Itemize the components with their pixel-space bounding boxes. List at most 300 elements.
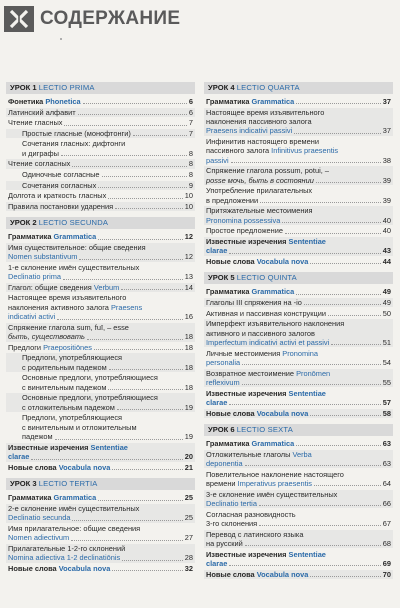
lesson-latin-title: LECTIO SEXTA — [236, 425, 293, 434]
page-number: 51 — [382, 338, 391, 347]
latin-term: Declinatio tertia — [206, 499, 257, 508]
toc-entry-text: Новые слова Vocabula nova — [8, 462, 111, 472]
toc-entry-line — [204, 450, 393, 459]
page-number: 57 — [382, 398, 391, 407]
toc-entry-line — [6, 293, 195, 302]
page-number: 37 — [382, 126, 391, 136]
toc-entry-text: Простые гласные (монофтонги) — [22, 128, 131, 138]
page-number: 55 — [382, 378, 391, 387]
toc-entry[interactable] — [6, 463, 195, 472]
lesson-number: УРОК 6 — [208, 425, 237, 434]
lesson-number: УРОК 5 — [208, 273, 237, 283]
page-number: 27 — [184, 533, 193, 543]
toc-entry-text: Известные изречения Sententiae — [206, 237, 326, 246]
page-number: 39 — [382, 175, 391, 185]
toc-entry-line — [204, 226, 393, 235]
latin-term: deponentia — [206, 459, 243, 468]
toc-entry-text: Настоящее время изъявительного — [8, 293, 127, 303]
page-number: 67 — [382, 519, 391, 528]
toc-entry[interactable] — [6, 170, 195, 179]
toc-entry-text: Грамматика Grammatica — [206, 439, 295, 448]
page-number: 58 — [382, 408, 391, 418]
leader-dots — [229, 253, 380, 254]
toc-entry-line — [204, 439, 393, 448]
toc-entry[interactable] — [204, 570, 393, 579]
toc-entry[interactable] — [204, 257, 393, 266]
toc-entry[interactable] — [204, 137, 393, 165]
toc-entry-text — [206, 378, 240, 387]
toc-entry[interactable] — [204, 319, 393, 347]
toc-entry-text: Употребление прилагательных — [206, 186, 313, 196]
page-number: 7 — [188, 118, 193, 128]
toc-entry-text: активного и пассивного залогов — [206, 328, 315, 338]
toc-entry[interactable] — [6, 504, 195, 523]
leader-dots — [229, 565, 380, 566]
toc-entry-line — [6, 97, 195, 106]
toc-entry-line — [204, 309, 393, 318]
toc-entry-line — [6, 139, 195, 148]
latin-term: Vocabula nova — [256, 257, 309, 266]
toc-entry-line — [204, 369, 393, 378]
toc-entry-line — [204, 409, 393, 418]
toc-entry-text: Латинский алфавит — [8, 107, 76, 117]
leader-dots — [259, 525, 381, 526]
toc-entry[interactable] — [204, 409, 393, 418]
leader-dots — [245, 465, 381, 466]
toc-entry-line — [6, 149, 195, 158]
leader-dots — [61, 155, 187, 156]
toc-entry[interactable] — [204, 237, 393, 256]
toc-entry-text: на русский — [206, 539, 243, 548]
toc-entry-line — [6, 504, 195, 513]
toc-entry-text: с винительным падежом — [22, 382, 107, 392]
toc-entry[interactable] — [204, 389, 393, 408]
toc-entry-text — [206, 559, 227, 568]
lesson-heading — [6, 478, 195, 490]
toc-entry[interactable] — [204, 186, 393, 205]
logo-x-icon — [4, 6, 34, 32]
toc-entry-line — [6, 493, 195, 502]
toc-entry-line — [6, 312, 195, 321]
toc-entry-text: Новые слова Vocabula nova — [206, 257, 309, 266]
toc-entry-line — [6, 108, 195, 117]
lesson-l5 — [204, 272, 393, 418]
leader-dots — [57, 319, 183, 320]
leader-dots — [122, 560, 183, 561]
toc-entry-line — [204, 126, 393, 135]
toc-entry[interactable] — [6, 373, 195, 392]
toc-entry[interactable] — [204, 206, 393, 225]
page-number: 8 — [188, 148, 193, 158]
toc-entry[interactable] — [6, 283, 195, 292]
page-number: 25 — [184, 493, 193, 503]
page-number: 16 — [184, 312, 193, 322]
toc-entry-line — [6, 363, 195, 372]
toc-entry-text: пассивного залога Infinitivus praesentis — [206, 146, 339, 156]
toc-entry-text: Личные местоимения Pronomina — [206, 348, 319, 358]
page-number: 66 — [382, 499, 391, 508]
lesson-l1 — [6, 82, 195, 211]
toc-entry-text: Глагол: общие сведения Verbum — [8, 282, 120, 292]
toc-entry[interactable] — [6, 493, 195, 502]
leader-dots — [112, 469, 182, 470]
lesson-heading — [204, 82, 393, 94]
toc-entry-text: времени Imperativus praesentis — [206, 479, 312, 488]
toc-entry-text — [8, 272, 61, 281]
leader-dots — [72, 520, 182, 521]
toc-entry[interactable] — [6, 202, 195, 211]
toc-entry-line — [204, 186, 393, 195]
toc-entry-line — [204, 479, 393, 488]
toc-entry-text — [206, 459, 243, 468]
leader-dots — [98, 187, 187, 188]
toc-entry-text: Притяжательные местоимения — [206, 206, 313, 216]
toc-entry-line — [6, 129, 195, 138]
latin-term: Phonetica — [45, 97, 81, 106]
toc-entry-text: Предлоги Praepositiōnes — [8, 342, 92, 352]
toc-entry-line — [204, 550, 393, 559]
toc-entry[interactable] — [204, 490, 393, 509]
latin-term: Pronōmen — [296, 368, 331, 378]
latin-term: Nomen substantivum — [8, 252, 78, 262]
latin-term: Sententiae — [90, 442, 128, 452]
toc-entry-text: наклонения пассивного залога — [206, 117, 312, 126]
latin-term: Sententiae — [288, 388, 326, 398]
toc-entry-text: Новые слова Vocabula nova — [206, 569, 309, 579]
toc-entry-line — [204, 156, 393, 165]
toc-entry[interactable] — [6, 97, 195, 106]
toc-entry[interactable] — [204, 510, 393, 529]
leader-dots — [331, 344, 381, 345]
toc-entry-line — [6, 181, 195, 190]
leader-dots — [314, 485, 381, 486]
leader-dots — [328, 315, 381, 316]
toc-entry-line — [6, 263, 195, 272]
toc-entry-line — [204, 338, 393, 347]
toc-entry[interactable] — [6, 159, 195, 168]
toc-entry[interactable] — [204, 369, 393, 388]
toc-entry-text: Глаголы III спряжения на -io — [206, 298, 302, 307]
lesson-number: УРОК 2 — [10, 218, 39, 228]
toc-column-right — [204, 82, 393, 585]
toc-entry[interactable] — [204, 97, 393, 106]
toc-entry-line — [6, 513, 195, 522]
toc-entry-line — [204, 378, 393, 387]
toc-entry-line — [6, 202, 195, 211]
toc-entry-text: Долгота и краткость гласных — [8, 191, 107, 201]
toc-entry-line — [6, 463, 195, 472]
page-number: 28 — [184, 553, 193, 563]
leader-dots — [102, 176, 187, 177]
latin-term: Verbum — [93, 282, 120, 292]
toc-entry[interactable] — [6, 353, 195, 372]
toc-entry-line — [204, 196, 393, 205]
toc-entry[interactable] — [204, 166, 393, 185]
toc-entry[interactable] — [204, 226, 393, 235]
latin-term: Infinitivus praesentis — [271, 146, 339, 156]
toc-entry[interactable] — [6, 323, 195, 342]
latin-term: Pronomina — [282, 348, 319, 358]
leader-dots — [94, 349, 183, 350]
leader-dots — [121, 289, 182, 290]
toc-entry[interactable] — [6, 118, 195, 127]
toc-entry[interactable] — [204, 108, 393, 136]
page-number: 6 — [188, 107, 193, 117]
leader-dots — [115, 208, 183, 209]
toc-entry[interactable] — [6, 191, 195, 200]
toc-entry-line — [204, 216, 393, 225]
toc-entry-line — [6, 170, 195, 179]
lesson-number: УРОК 3 — [10, 479, 39, 489]
toc-entry-text: и диграфы — [22, 148, 59, 158]
toc-entry-line — [6, 432, 195, 441]
page-number: 12 — [184, 252, 193, 262]
latin-term: Vocabula nova — [58, 563, 111, 573]
leader-dots — [296, 103, 381, 104]
toc-entry-text: Предлоги, употребляющиеся — [22, 413, 123, 423]
leader-dots — [87, 339, 183, 340]
toc-entry-text — [8, 332, 85, 341]
latin-term: Praesens indicativi passivi — [206, 126, 293, 136]
latin-term: clarae — [206, 246, 228, 256]
page-number: 63 — [382, 459, 391, 468]
leader-dots — [117, 409, 183, 410]
toc-entry[interactable] — [204, 450, 393, 469]
toc-entry-line — [6, 423, 195, 432]
leader-dots — [98, 239, 183, 240]
toc-entry-text: наклонения активного залога Praesens — [8, 302, 143, 312]
toc-entry-text: Фонетика Phonetica — [8, 97, 81, 106]
toc-entry[interactable] — [204, 298, 393, 307]
latin-term: reflexivum — [206, 378, 240, 387]
toc-entry[interactable] — [204, 530, 393, 549]
toc-entry-text: Новые слова Vocabula nova — [206, 408, 309, 418]
page-number: 13 — [184, 272, 193, 282]
page-number: 40 — [382, 215, 391, 225]
toc-entry-text: Сочетания гласных: дифтонги — [22, 139, 126, 149]
toc-entry-line — [204, 349, 393, 358]
toc-entry-text: Перевод с латинского языка — [206, 529, 304, 539]
header — [4, 4, 396, 34]
page-number: 8 — [188, 169, 193, 179]
latin-term: passivi — [206, 155, 229, 165]
toc-entry-text: Основные предлоги, употребляющиеся — [22, 373, 158, 383]
leader-dots — [260, 202, 381, 203]
toc-entry[interactable] — [6, 232, 195, 241]
leader-dots — [259, 505, 381, 506]
leader-dots — [310, 415, 380, 416]
toc-entry-text: Правила постановки ударения — [8, 201, 114, 211]
toc-entry[interactable] — [204, 550, 393, 569]
lesson-heading — [6, 217, 195, 229]
toc-entry-line — [6, 191, 195, 200]
latin-term: indicativi activi — [8, 312, 56, 322]
toc-entry-line — [204, 459, 393, 468]
latin-term: Grammatica — [251, 439, 295, 448]
page-number: 70 — [382, 569, 391, 579]
latin-term: Grammatica — [251, 97, 295, 106]
toc-entry-line — [6, 452, 195, 461]
leader-dots — [31, 459, 182, 460]
lesson-l2 — [6, 217, 195, 472]
toc-entry[interactable] — [6, 108, 195, 117]
leader-dots — [242, 384, 381, 385]
toc-entry-line — [6, 243, 195, 252]
toc-entry[interactable] — [204, 439, 393, 448]
toc-entry-line — [204, 559, 393, 568]
leader-dots — [79, 259, 182, 260]
page-number: 6 — [188, 97, 193, 106]
toc-entry-text — [206, 246, 227, 255]
toc-entry-text: 2-е склонение имён существительных — [8, 503, 140, 513]
leader-dots — [109, 369, 183, 370]
toc-entry[interactable] — [204, 287, 393, 296]
toc-entry-line — [204, 137, 393, 146]
toc-entry-line — [6, 252, 195, 261]
toc-entry[interactable] — [6, 343, 195, 352]
toc-entry-line — [6, 353, 195, 362]
toc-entry-text: Спряжение глагола sum, fuī, – esse — [8, 322, 129, 332]
toc-entry-text — [206, 126, 292, 135]
page-number: 19 — [184, 432, 193, 442]
lesson-l4 — [204, 82, 393, 266]
latin-term: Verba — [292, 449, 312, 459]
toc-entry-line — [204, 319, 393, 328]
lesson-heading — [6, 82, 195, 94]
toc-entry-line — [6, 159, 195, 168]
italic-term: posse мочь, быть в состоянии — [206, 175, 314, 185]
toc-entry-text: Новые слова Vocabula nova — [8, 563, 111, 573]
leader-dots — [294, 133, 381, 134]
toc-entry-line — [6, 343, 195, 352]
toc-entry[interactable] — [204, 349, 393, 368]
toc-entry-line — [204, 287, 393, 296]
toc-entry[interactable] — [6, 263, 195, 282]
latin-term: Imperativus praesentis — [237, 479, 312, 488]
lesson-number: УРОК 1 — [10, 83, 39, 92]
latin-term: personalia — [206, 358, 241, 367]
toc-entry-line — [204, 176, 393, 185]
decor-dot — [60, 38, 62, 40]
toc-entry-text — [8, 553, 120, 562]
toc-entry-line — [204, 298, 393, 307]
lesson-latin-title: LECTIO SECUNDA — [38, 218, 109, 228]
toc-entry-text: Имя существительное: общие сведения — [8, 242, 146, 252]
toc-entry-line — [204, 510, 393, 519]
leader-dots — [310, 263, 380, 264]
leader-dots — [63, 279, 183, 280]
latin-term: Nomina adiectiva 1-2 declinatiōnis — [8, 553, 121, 563]
toc-entry-line — [6, 118, 195, 127]
lesson-heading — [204, 272, 393, 284]
toc-entry[interactable] — [6, 393, 195, 412]
page-number: 43 — [382, 246, 391, 256]
latin-term: Nomen adiectivum — [8, 533, 70, 543]
lesson-latin-title: LECTIO QUINTA — [236, 273, 297, 283]
toc-entry-text: в предложении — [206, 195, 259, 205]
toc-entry[interactable] — [6, 413, 195, 441]
toc-entry[interactable] — [6, 564, 195, 573]
leader-dots — [108, 389, 182, 390]
toc-entry-line — [204, 246, 393, 255]
toc-entry-text — [206, 358, 240, 367]
toc-entry-text — [206, 499, 257, 508]
latin-term: Grammatica — [251, 287, 295, 297]
latin-term: clarae — [206, 398, 228, 407]
toc-entry-line — [6, 323, 195, 332]
lesson-l3 — [6, 478, 195, 573]
toc-entry-line — [204, 257, 393, 266]
leader-dots — [72, 166, 187, 167]
toc-entry-line — [6, 403, 195, 412]
latin-term: Declinatio prima — [8, 272, 61, 282]
leader-dots — [229, 404, 380, 405]
toc-entry[interactable] — [204, 470, 393, 489]
lesson-l6 — [204, 424, 393, 579]
page-number: 69 — [382, 559, 391, 568]
page-number: 7 — [188, 128, 193, 138]
toc-entry-text: с родительным падежом — [22, 362, 107, 372]
toc-entry-text — [8, 513, 70, 522]
toc-entry-line — [204, 490, 393, 499]
toc-entry-text: Инфинитив настоящего времени — [206, 137, 319, 146]
toc-entry-line — [204, 358, 393, 367]
page-number: 39 — [382, 195, 391, 205]
latin-term: Imperfectum indicativi activi et passivi — [206, 338, 330, 347]
toc-entry-text: Имя прилагательное: общие сведения — [8, 523, 141, 533]
page-number: 38 — [382, 155, 391, 165]
toc-entry-line — [204, 146, 393, 155]
leader-dots — [242, 364, 381, 365]
toc-entry[interactable] — [6, 129, 195, 138]
toc-entry-text — [206, 398, 227, 407]
toc-entry-text: Согласная разновидность — [206, 509, 296, 519]
toc-entry[interactable] — [6, 181, 195, 190]
toc-entry-line — [6, 524, 195, 533]
toc-entry-text: Простое предложение — [206, 226, 283, 236]
toc-entry[interactable] — [6, 544, 195, 563]
toc-entry-line — [6, 303, 195, 312]
toc-entry-line — [204, 389, 393, 398]
toc-entry[interactable] — [204, 309, 393, 318]
page-number: 68 — [382, 539, 391, 548]
toc-entry-line — [204, 470, 393, 479]
toc-entry-text: с винительным и отложительным — [22, 422, 137, 432]
lesson-latin-title: LECTIO QUARTA — [236, 83, 300, 92]
leader-dots — [55, 439, 183, 440]
toc-entry-text — [8, 312, 55, 321]
toc-entry-text: Известные изречения Sententiae — [206, 388, 326, 398]
leader-dots — [112, 570, 182, 571]
page-number: 19 — [184, 402, 193, 412]
toc-entry[interactable] — [6, 139, 195, 158]
toc-entry-text: 3-е склонение имён существительных — [206, 489, 338, 499]
latin-term: clarae — [8, 452, 30, 462]
leader-dots — [282, 222, 380, 223]
toc-entry[interactable] — [6, 443, 195, 462]
toc-entry-line — [6, 332, 195, 341]
page-number: 10 — [184, 191, 193, 201]
latin-term: Declinatio secunda — [8, 513, 71, 523]
latin-term: Praesens — [110, 302, 143, 312]
toc-entry-text: Имперфект изъявительного наклонения — [206, 319, 345, 329]
page-number: 9 — [188, 180, 193, 190]
toc-entry[interactable] — [6, 293, 195, 321]
toc-entry[interactable] — [6, 524, 195, 543]
toc-entry[interactable] — [6, 243, 195, 262]
toc-entry-text: Возвратное местоимение Pronōmen — [206, 368, 331, 378]
lesson-heading — [204, 424, 393, 436]
